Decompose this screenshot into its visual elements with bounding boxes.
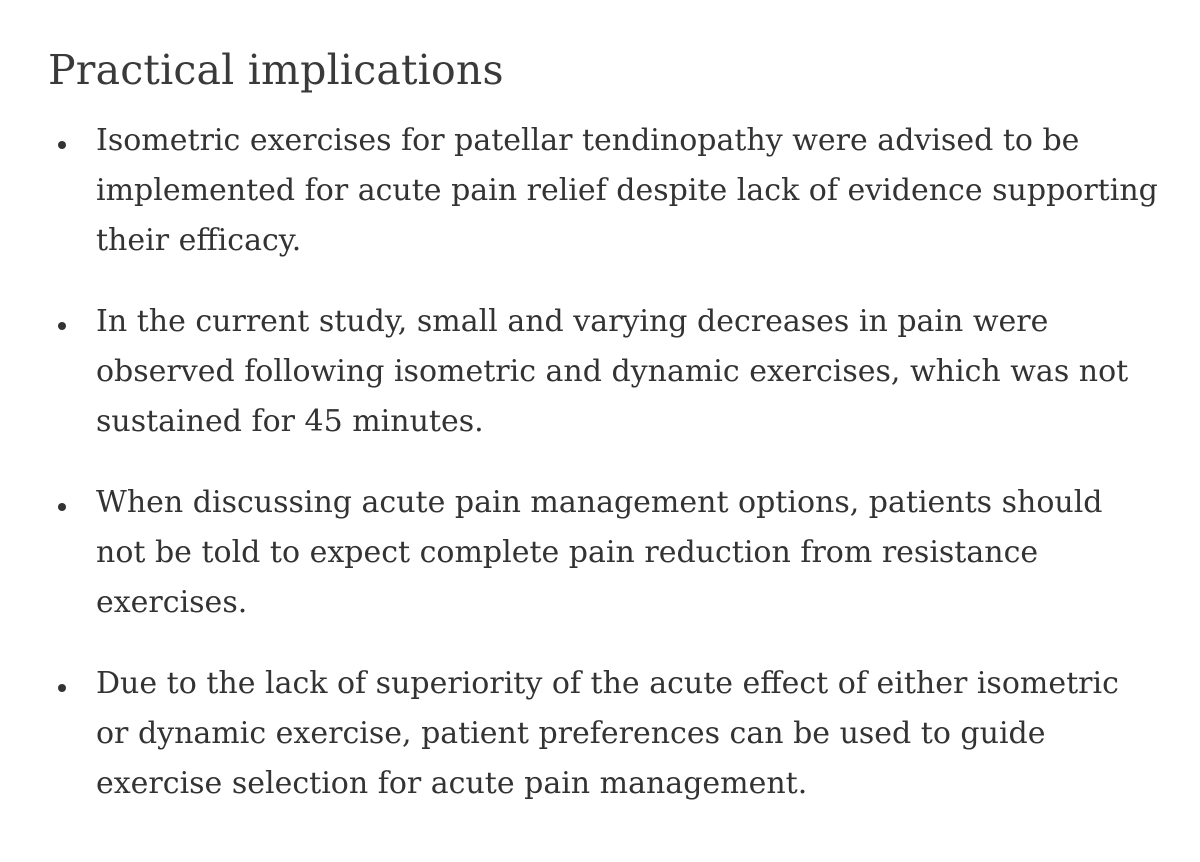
list-item-text: Isometric exercises for patellar tendinopathy were advised to be implemented for acute pain relief despite lack of evidence supporting their efficacy. [96,123,1158,258]
bullet-dot-icon [58,684,66,692]
list-item [0,478,1200,628]
bullet-dot-icon [58,141,66,149]
implications-list [0,116,1200,840]
list-item-text: Due to the lack of superiority of the acute effect of either isometric or dynamic exercise, patient preferences can be used to guide exercise selection for acute pain management. [96,666,1119,801]
list-item [0,297,1200,447]
list-item [0,659,1200,809]
list-item [0,116,1200,266]
bullet-dot-icon [58,322,66,330]
bullet-dot-icon [58,503,66,511]
section-heading: Practical implications [48,46,504,94]
list-item-text: When discussing acute pain management options, patients should not be told to expect complete pain reduction from resistance exercises. [96,485,1103,620]
list-item-text: In the current study, small and varying decreases in pain were observed following isometric and dynamic exercises, which was not sustained for 45 minutes. [96,304,1129,439]
